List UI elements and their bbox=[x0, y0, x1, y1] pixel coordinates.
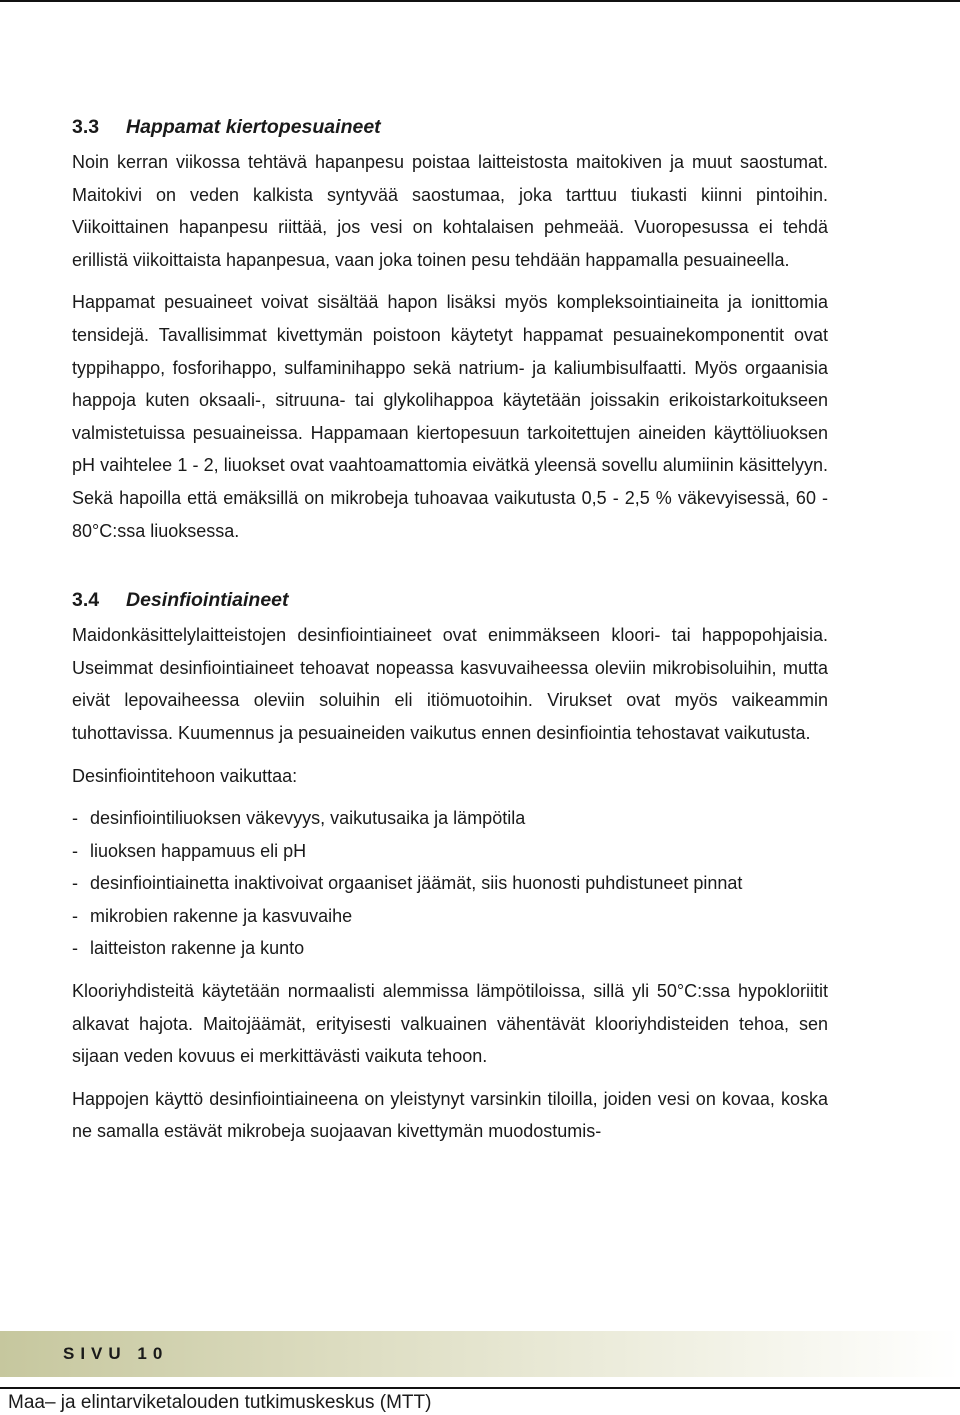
list-item: - desinfiointiainetta inaktivoivat orgaaniset jäämät, siis huonosti puhdistuneet pinnat bbox=[72, 867, 828, 900]
section-heading-3-4 bbox=[72, 587, 828, 613]
factor-list bbox=[72, 802, 828, 965]
list-item: - desinfiointiliuoksen väkevyys, vaikutusaika ja lämpötila bbox=[72, 802, 828, 835]
list-item: - liuoksen happamuus eli pH bbox=[72, 835, 828, 868]
list-item: - laitteiston rakenne ja kunto bbox=[72, 932, 828, 965]
list-item: - mikrobien rakenne ja kasvuvaihe bbox=[72, 900, 828, 933]
paragraph: Maidonkäsittelylaitteistojen desinfiointiaineet ovat enimmäkseen kloori- tai happopohjaisia. Useimmat desinfiointiaineet tehoavat nopeassa kasvuvaiheessa oleviin mikrobisoluihin, mutta eivät lepovaiheessa oleviin soluihin eli itiömuotoihin. Virukset ovat myös vaikeammin tuhottavissa. Kuumennus ja pesuaineiden vaikutus ennen desinfiointia tehostavat vaikutusta. bbox=[72, 625, 828, 743]
page-content bbox=[72, 114, 828, 1148]
page-number: SIVU 10 bbox=[63, 1344, 169, 1363]
list-intro: Desinfiointitehoon vaikuttaa: bbox=[72, 765, 298, 786]
section-title: Happamat kiertopesuaineet bbox=[126, 116, 381, 138]
section-number: 3.4 bbox=[72, 589, 100, 612]
section-number: 3.3 bbox=[72, 116, 100, 138]
paragraph: Happojen käyttö desinfiointiaineena on yleistynyt varsinkin tiloilla, joiden vesi on kovaa, koska ne samalla estävät mikrobeja suojaavan kivettymän muodostumis- bbox=[72, 1088, 828, 1142]
footer-rule bbox=[0, 1387, 960, 1389]
top-rule bbox=[0, 0, 960, 2]
paragraph: Happamat pesuaineet voivat sisältää hapon lisäksi myös kompleksointiaineita ja ionittomia tensidejä. Tavallisimmat kivettymän poistoon käytetyt happamat pesuainekomponentit ovat typpihappo, fosforihappo, sulfaminihappo sekä natrium- ja kaliumbisulfaatti. Myös orgaanisia happoja kuten oksaali-, sitruuna- tai glykolihappoa käytetään joissakin erikoistarkoitukseen valmistetuissa pesuaineissa. Happamaan kiertopesuun tarkoitettujen aineiden käyttöliuoksen pH vaihtelee 1 - 2, liuokset ovat vaahtoamattomia eivätkä yleensä sovellu alumiinin käsittelyyn. Sekä hapoilla että emäksillä on mikrobeja tuhoavaa vaikutusta 0,5 - 2,5 % väkevyisessä, 60 - 80°C:ssa liuoksessa. bbox=[72, 292, 828, 541]
paragraph: Klooriyhdisteitä käytetään normaalisti alemmissa lämpötiloissa, sillä yli 50°C:ssa hypokloriitit alkavat hajota. Maitojäämät, erityisesti valkuainen vähentävät klooriyhdisteiden tehoa, sen sijaan veden kovuus ei merkittävästi vaikuta tehoon. bbox=[72, 981, 828, 1067]
section-heading-3-3 bbox=[72, 114, 828, 140]
footer-organization: Maa– ja elintarviketalouden tutkimuskeskus (MTT) bbox=[8, 1392, 432, 1413]
paragraph: Noin kerran viikossa tehtävä hapanpesu poistaa laitteistosta maitokiven ja muut saostumat. Maitokivi on veden kalkista syntyvää saostumaa, joka tarttuu tiukasti kiinni pintoihin. Viikoittainen hapanpesu riittää, jos vesi on kohtalaisen pehmeää. Vuoropesussa ei tehdä erillistä viikoittaista hapanpesua, vaan joka toinen pesu tehdään happamalla pesuaineella. bbox=[72, 152, 828, 270]
section-title: Desinfiointiaineet bbox=[126, 589, 289, 612]
